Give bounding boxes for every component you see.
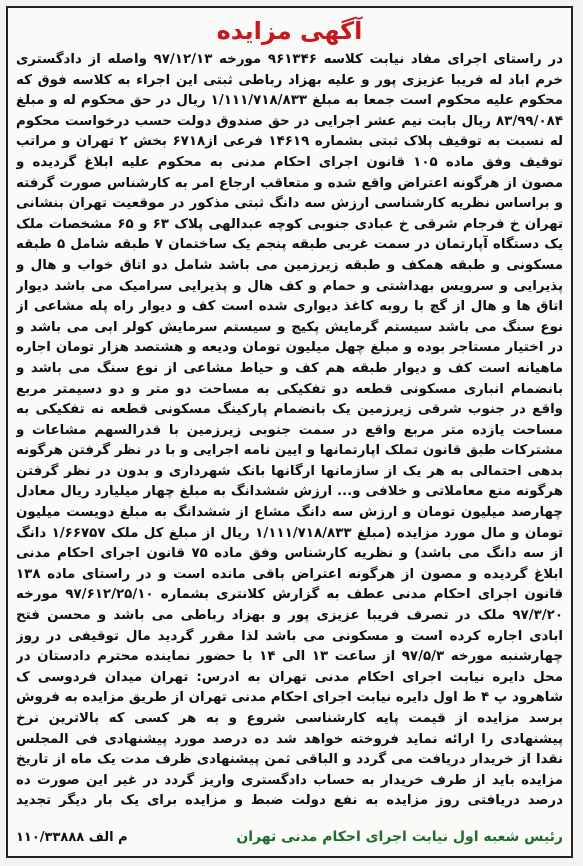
notice-body: در راستای اجرای مفاد نیابت کلاسه ۹۶۱۳۴۶ مورخه ۹۷/۱۲/۱۳ واصله از دادگستری خرم اباد له فریبا عزیزی پور و علیه بهزاد رباطی ثبتی این اجراء به کلاسه فوق که محکوم علیه محکوم است جمعا به مبلغ ۱/۱۱۱/۷۱۸/۸۳۳ ریال در حق محکوم له و مبلغ ۸۳/۹۹/۰۸۴ ریال بابت نیم عشر اجرایی در حق صندوق دولت حسب درخواست محکوم له نسبت به توقیف پلاک ثبتی بشماره ۱۴۶۱۹ فرعی از۶۷۱۸ بخش ۲ تهران و مراتب توقیف وفق ماده ۱۰۵ قانون اجرای احکام مدنی به محکوم علیه ابلاغ گردیده و مصون از هرگونه اعتراض واقع شده و متعاقب ارجاع امر به کارشناس صورت گرفته و براساس نظریه کارشناسی ارزش سه دانگ ثبتی مذکور در موقعیت تهران بنشانی تهران خ فرجام شرقی خ عبادی جنوبی کوچه عبدالهی پلاک ۶۳ و ۶۵ مشخصات ملک یک دستگاه آپارتمان در سمت غربی طبقه پنجم یک ساختمان ۷ طبقه شامل ۵ طبقه مسکونی و طبقه همکف و طبقه زیرزمین می باشد شامل دو اتاق خواب و هال و پذیرایی و سرویس بهداشتی و حمام و کف هال و پذیرایی سرامیک می باشد دیوار اتاق ها و هال از گچ با روبه کاغذ دیواری شده است کف و دیوار راه پله مشاعی از نوع سنگ می باشد سیستم گرمایش پکیج و سیستم سرمایش کولر ابی می باشد و در اختیار مستاجر بوده و مبلغ چهل میلیون تومان ودیعه و هشتصد هزار تومان اجاره ماهیانه است کف و دیوار طبقه هم کف و حیاط مشاعی از نوع سنگ می باشد و بانضمام انباری مسکونی قطعه دو تفکیکی به مساحت دو متر و دو دسیمتر مربع واقع در جنوب شرقی زیرزمین یک بانضمام پارکینگ مسکونی قطعه نه تفکیکی به مساحت یازده متر مربع واقع در سمت جنوبی زیرزمین با قدرالسهم مشاعات و مشترکات طبق قانون تملک اپارتمانها و ایین نامه اجرایی و با در نظر گرفتن هرگونه بدهی احتمالی به هر یک از سازمانها ارگانها بانک شهرداری و بدون در نظر گرفتن هرگونه منع معاملاتی و خلافی و... ارزش ششدانگ به مبلغ چهار میلیارد ریال معادل چهارصد میلیون تومان و ارزش سه دانگ مشاع از ششدانگ به مبلغ دویست میلیون تومان و مال مورد مزایده (مبلغ ۱/۱۱۱/۷۱۸/۸۳۳ ریال از مبلغ کل ملک ۱/۶۶۷۵۷ دانگ از سه دانگ می باشد) و نظریه کارشناس وفق ماده ۷۵ قانون اجرای احکام مدنی ابلاغ گردیده و مصون از هرگونه اعتراض باقی مانده است و در راستای ماده ۱۳۸ قانون اجرای احکام مدنی عطف به گزارش کلانتری بشماره ۹۷/۶۱۲/۲۵/۱۰ مورخه ۹۷/۳/۲۰ ملک در تصرف فریبا عزیزی پور و بهزاد رباطی می باشد و محسن فتح ابادی اجاره کرده است و مسکونی می باشد لذا مقرر گردید مال توقیفی در روز چهارشنبه مورخه ۹۷/۵/۳ از ساعت ۱۳ الی ۱۴ با حضور نماینده محترم دادستان در محل دایره نیابت اجرای احکام مدنی تهران به ادرس: تهران میدان فردوسی ک شاهرود پ ۴ ط اول دایره نیابت اجرای احکام مدنی تهران از طریق مزایده به فروش برسد مزایده از قیمت پایه کارشناسی شروع و به هر کسی که بالاترین نرخ پیشنهادی را ارائه نماید فروخته خواهد شد ده درصد مورد پیشنهادی فی المجلس نقدا از خریدار دریافت می گردد و الباقی ثمن پیشنهادی ظرف مدت یک ماه از تاریخ مزایده باید از طرف خریدار به حساب دادگستری واریز گردد در غیر این صورت ده درصد دریافتی روز مزایده به نفع دولت ضبط و مزایده برای یک بار دیگر تجدید bbox=[16, 52, 563, 809]
signer-line: رئیس شعبه اول نیابت اجرای احکام مدنی تهران bbox=[236, 829, 563, 845]
notice-footer bbox=[16, 824, 563, 850]
reference-code: ۱۱۰/۳۳۸۸۸ م الف bbox=[16, 829, 128, 845]
auction-notice bbox=[6, 6, 573, 858]
notice-title: آگهی مزایده bbox=[216, 17, 363, 45]
